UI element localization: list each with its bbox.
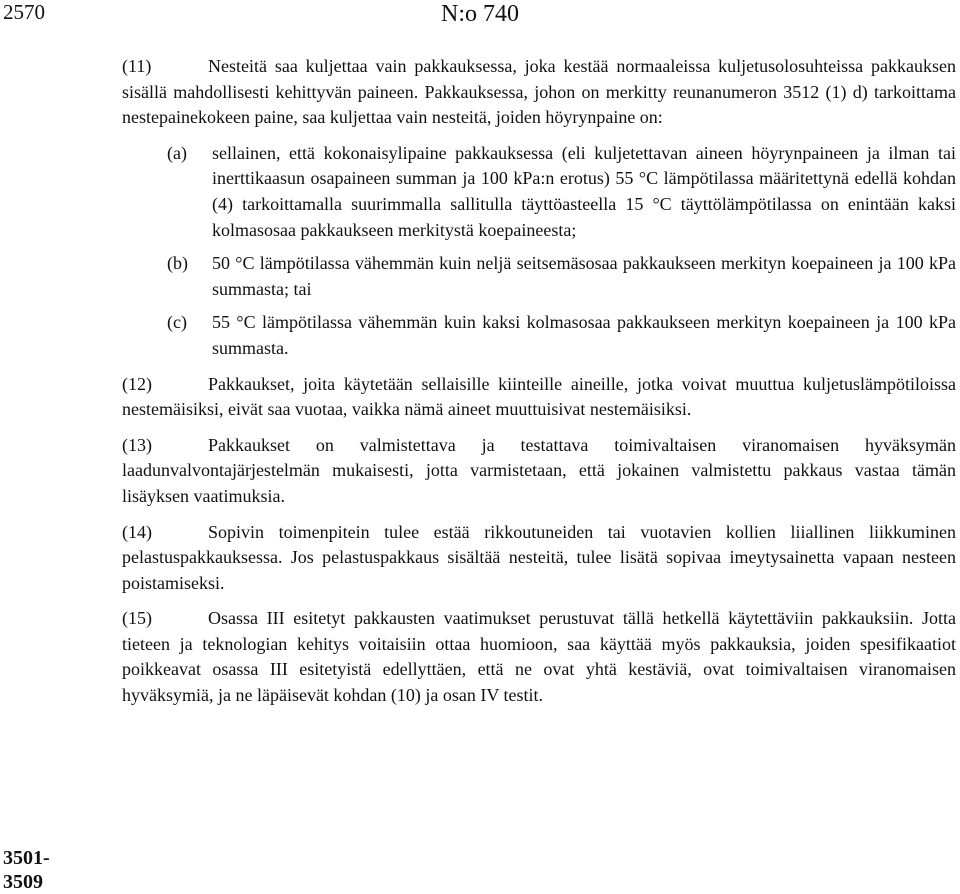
paragraph-15 — [122, 606, 956, 708]
subitem-a — [122, 141, 956, 243]
subitem-c — [122, 310, 956, 361]
paragraph-number: (15) — [122, 608, 152, 629]
paragraph-text: Pakkaukset, joita käytetään sellaisille kiinteille aineille, jotka voivat muuttua kuljetuslämpötiloissa nestemäisiksi, eivät saa vuotaa, vaikka nämä aineet muuttuisivat nestemäisiksi. — [122, 373, 956, 420]
document-body — [122, 54, 956, 719]
paragraph-14 — [122, 520, 956, 597]
paragraph-number: (13) — [122, 434, 152, 455]
paragraph-number: (12) — [122, 373, 152, 394]
paragraph-text: Osassa III esitetyt pakkausten vaatimukset perustuvat tällä hetkellä käytettäviin pakkauksiin. Jotta tieteen ja teknologian kehitys voitaisiin ottaa huomioon, saa käyttää myös pakkauksia, joiden spesifikaatiot poikkeavat osassa III esitetyistä edellyttäen, että ne ovat yhtä kestäviä, ovat toimivaltaisen viranomaisen hyväksymiä, ja ne läpäisevät kohdan (10) ja osan IV testit. — [122, 608, 956, 706]
subitem-label: (a) — [167, 142, 187, 163]
paragraph-text: Sopivin toimenpitein tulee estää rikkoutuneiden tai vuotavien kollien liiallinen liikkuminen pelastuspakkauksessa. Jos pelastuspakkaus sisältää nesteitä, tulee lisätä sopivaa imeytysainetta vapaan nesteen poistamiseksi. — [122, 521, 956, 593]
margin-reference: 3501-3509 — [3, 847, 50, 893]
subitem-text: 50 °C lämpötilassa vähemmän kuin neljä seitsemäsosaa pakkaukseen merkityn koepaineen ja 100 kPa summasta; tai — [212, 253, 956, 299]
paragraph-text: Nesteitä saa kuljettaa vain pakkauksessa, joka kestää normaaleissa kuljetusolosuhteissa pakkauksen sisällä mahdollisesti kehittyvän paineen. Pakkauksessa, johon on merkitty reunanumeron 3512 (1) d) tarkoittama nestepainekokeen paine, saa kuljettaa vain nesteitä, joiden höyrynpaine on: — [122, 56, 956, 128]
subitem-text: 55 °C lämpötilassa vähemmän kuin kaksi kolmasosaa pakkaukseen merkityn koepaineen ja 100 kPa summasta. — [212, 312, 956, 358]
paragraph-11 — [122, 54, 956, 131]
paragraph-number: (14) — [122, 521, 152, 542]
subitem-b — [122, 251, 956, 302]
subitem-label: (c) — [167, 312, 187, 333]
paragraph-number: (11) — [122, 56, 152, 76]
page-number: 2570 — [3, 0, 45, 24]
subitem-label: (b) — [167, 253, 188, 274]
paragraph-text: Pakkaukset on valmistettava ja testattava toimivaltaisen viranomaisen hyväksymän laadunvalvontajärjestelmän mukaisesti, jotta varmistetaan, että jokainen valmistettu pakkaus vastaa tämän lisäyksen vaatimuksia. — [122, 434, 956, 506]
subitem-text: sellainen, että kokonaisylipaine pakkauksessa (eli kuljetettavan aineen höyrynpaineen ja ilman tai inerttikaasun osapaineen summan ja 100 kPa:n erotus) 55 °C lämpötilassa määritettynä edellä kohdan (4) tarkoittamalla suurimmalla sallitulla täyttöasteella 15 °C täyttölämpötilassa on enintään kaksi kolmasosaa pakkaukseen merkitystä koepaineesta; — [212, 142, 956, 240]
paragraph-12 — [122, 372, 956, 423]
subitem-list — [122, 141, 956, 362]
paragraph-13 — [122, 433, 956, 510]
issue-number: N:o 740 — [441, 1, 519, 27]
